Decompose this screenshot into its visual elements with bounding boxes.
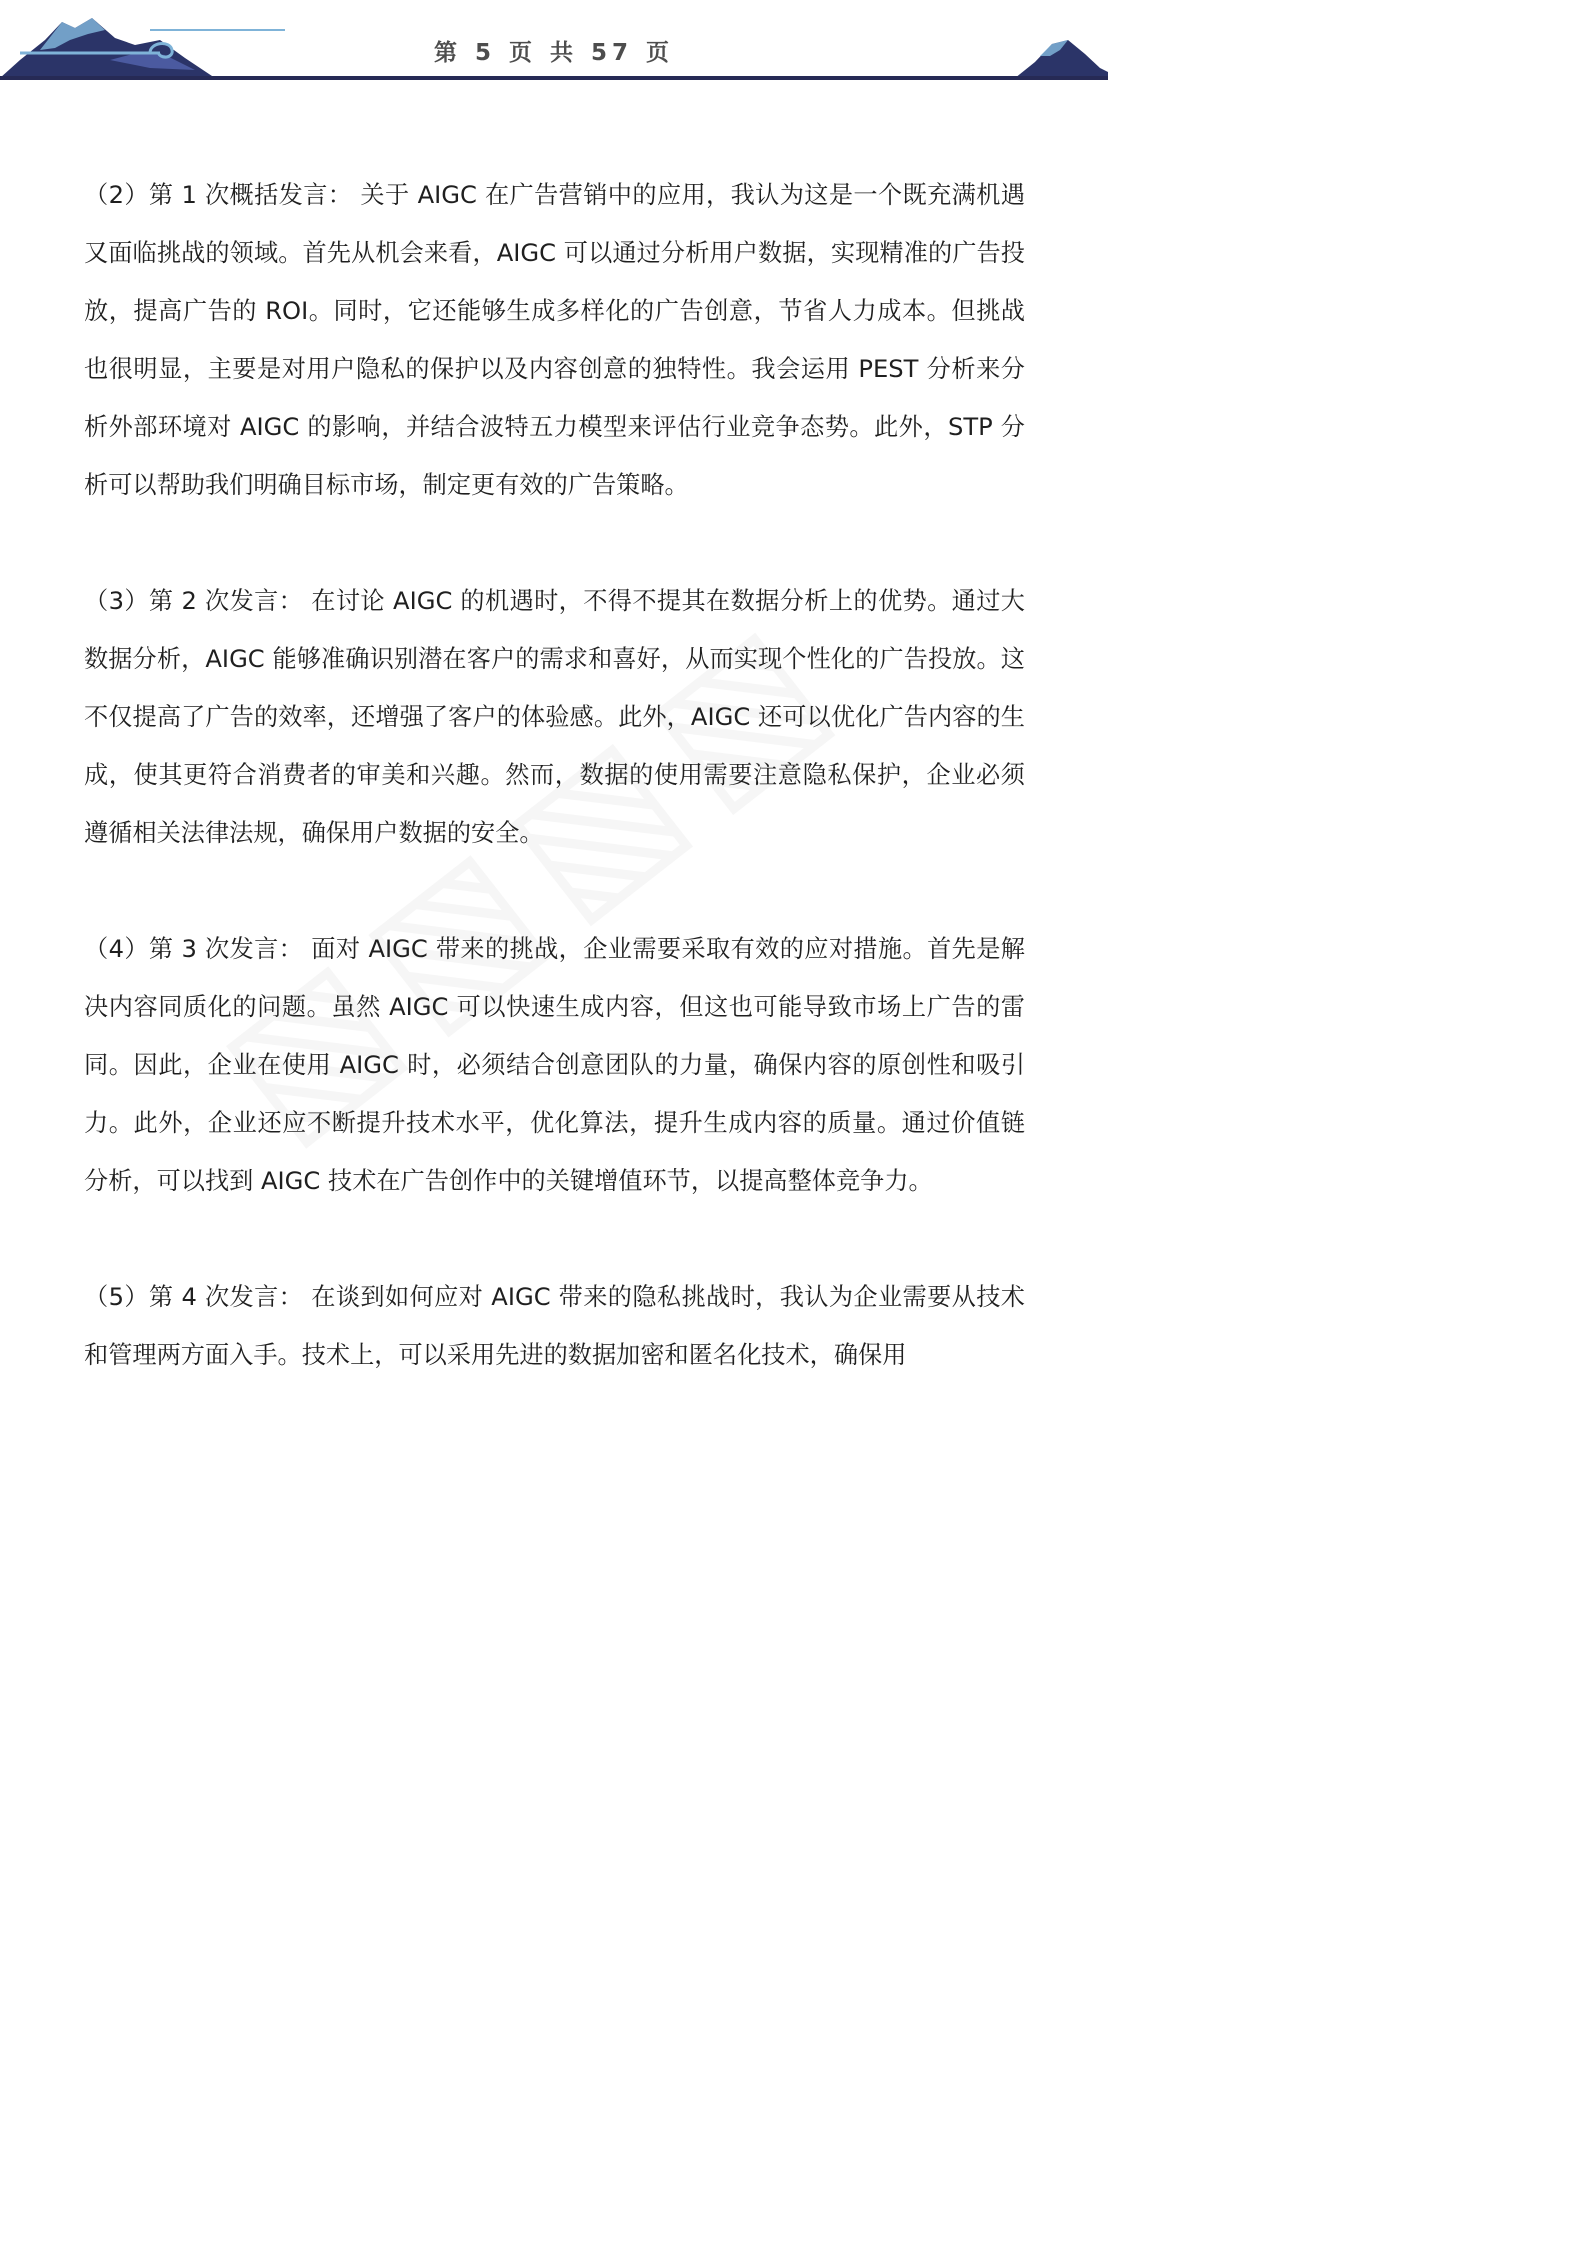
page-header — [0, 0, 1108, 90]
page-suffix: 页 — [646, 40, 675, 66]
document-body — [84, 166, 1025, 1442]
paragraph-speech-3: （3）第 2 次发言： 在讨论 AIGC 的机遇时，不得不提其在数据分析上的优势。通过大数据分析，AIGC 能够准确识别潜在客户的需求和喜好，从而实现个性化的广告投放。这不仅提高了广告的效率，还增强了客户的体验感。此外，AIGC 还可以优化广告内容的生成，使其更符合消费者的审美和兴趣。然而，数据的使用需要注意隐私保护，企业必须遵循相关法律法规，确保用户数据的安全。 — [84, 587, 1025, 847]
page-prefix: 第 — [433, 40, 462, 66]
paragraph-speech-4: （4）第 3 次发言： 面对 AIGC 带来的挑战，企业需要采取有效的应对措施。首先是解决内容同质化的问题。虽然 AIGC 可以快速生成内容，但这也可能导致市场上广告的雷同。因此，企业在使用 AIGC 时，必须结合创意团队的力量，确保内容的原创性和吸引力。此外，企业还应不断提升技术水平，优化算法，提升生成内容的质量。通过价值链分析，可以找到 AIGC 技术在广告创作中的关键增值环节，以提高整体竞争力。 — [84, 935, 1025, 1195]
paragraph-speech-5: （5）第 4 次发言： 在谈到如何应对 AIGC 带来的隐私挑战时，我认为企业需要从技术和管理两方面入手。技术上，可以采用先进的数据加密和匿名化技术，确保用 — [84, 1283, 1025, 1369]
paragraph-speech-2: （2）第 1 次概括发言： 关于 AIGC 在广告营销中的应用，我认为这是一个既充满机遇又面临挑战的领域。首先从机会来看，AIGC 可以通过分析用户数据，实现精准的广告投放，提高广告的 ROI。同时，它还能够生成多样化的广告创意，节省人力成本。但挑战也很明显，主要是对用户隐私的保护以及内容创意的独特性。我会运用 PEST 分析来分析外部环境对 AIGC 的影响，并结合波特五力模型来评估行业竞争态势。此外，STP 分析可以帮助我们明确目标市场，制定更有效的广告策略。 — [84, 181, 1025, 499]
page-number-label — [0, 34, 1108, 67]
current-page-number: 5 — [474, 40, 496, 66]
page-middle: 页 共 — [508, 40, 578, 66]
total-pages: 57 — [591, 40, 634, 66]
